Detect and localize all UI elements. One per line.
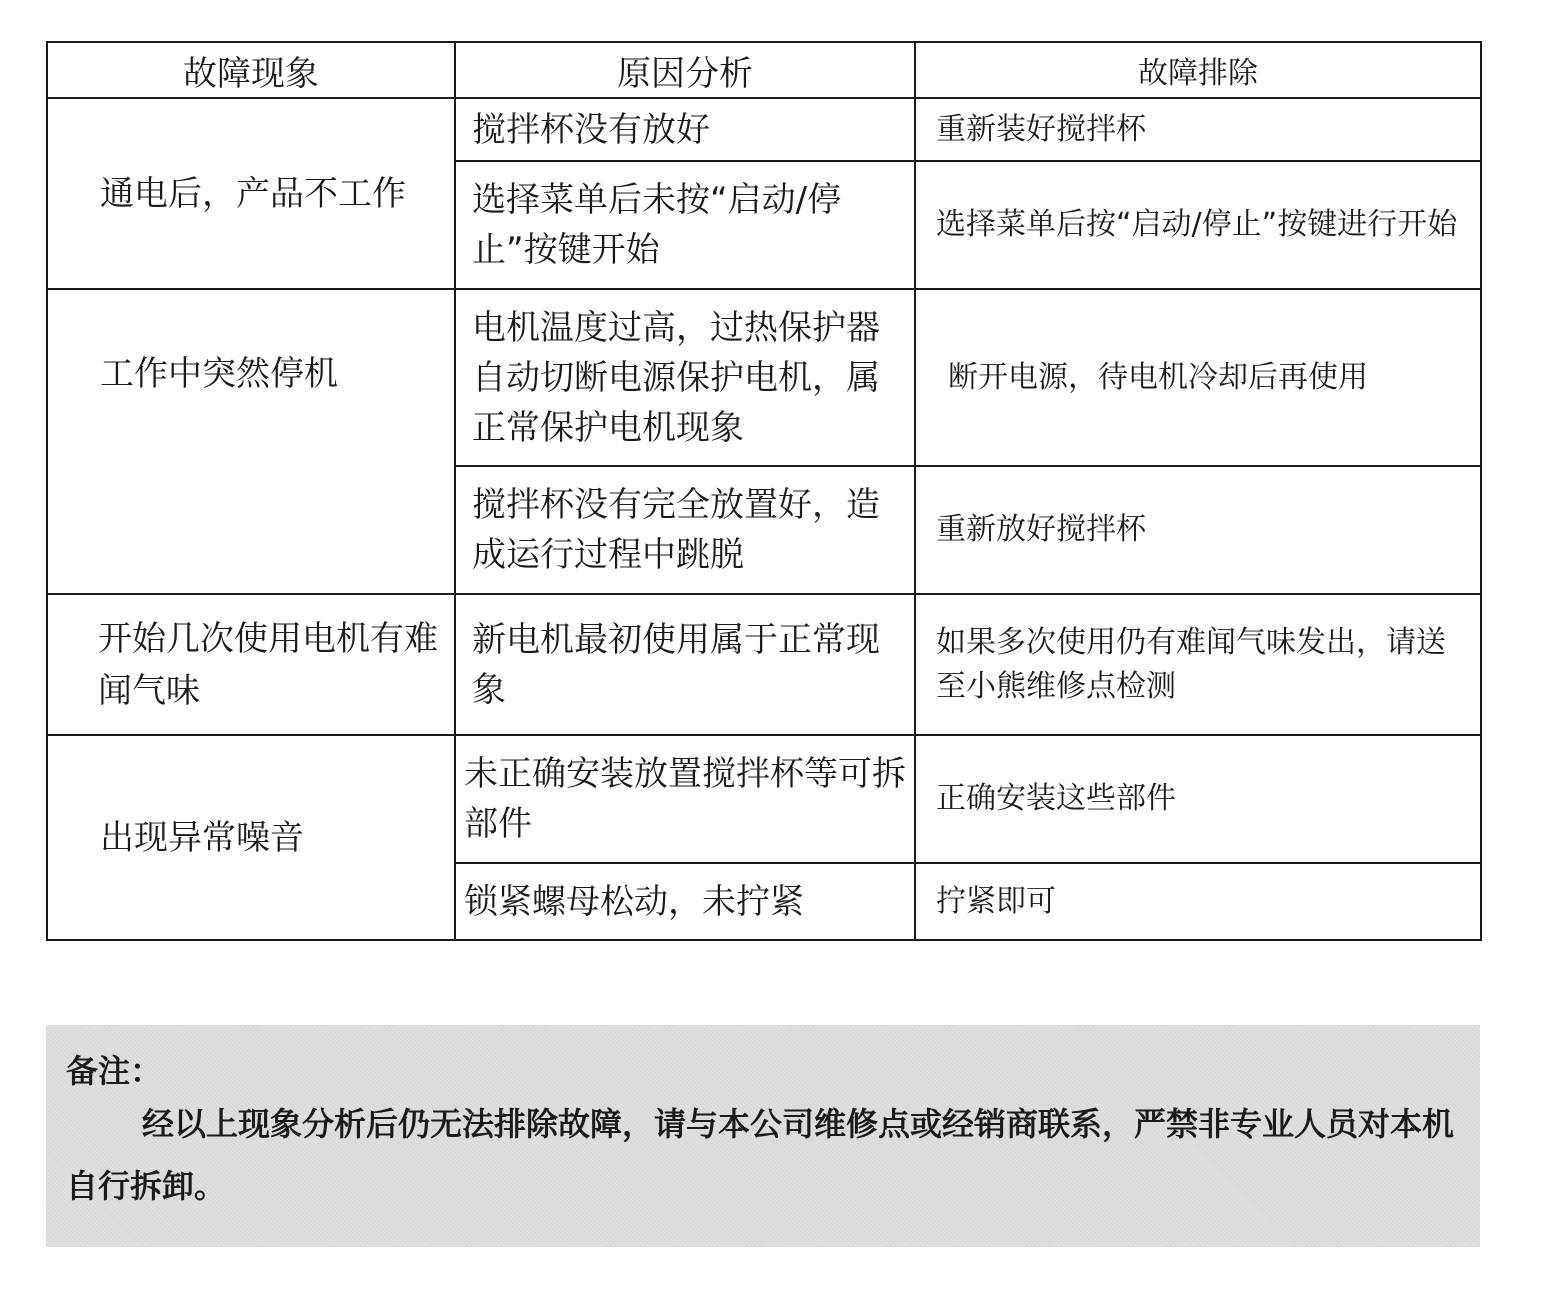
header-cause: 原因分析	[455, 42, 915, 98]
fix-cell: 断开电源，待电机冷却后再使用	[915, 289, 1481, 466]
troubleshooting-table	[46, 41, 1482, 941]
table-header-row	[47, 42, 1481, 98]
symptom-cell: 出现异常噪音	[47, 735, 455, 940]
fix-cell: 重新装好搅拌杯	[915, 98, 1481, 161]
fix-cell: 重新放好搅拌杯	[915, 466, 1481, 594]
fix-cell: 正确安装这些部件	[915, 735, 1481, 863]
cause-cell: 搅拌杯没有完全放置好，造成运行过程中跳脱	[455, 466, 915, 594]
fix-cell: 如果多次使用仍有难闻气味发出，请送至小熊维修点检测	[915, 594, 1481, 735]
symptom-cell: 通电后，产品不工作	[47, 98, 455, 289]
table-row	[47, 98, 1481, 161]
note-body: 经以上现象分析后仍无法排除故障，请与本公司维修点或经销商联系，严禁非专业人员对本机自行拆卸。	[66, 1105, 1455, 1205]
note-box	[46, 1025, 1480, 1247]
fix-cell: 拧紧即可	[915, 863, 1481, 940]
fix-cell: 选择菜单后按“启动/停止”按键进行开始	[915, 161, 1481, 289]
symptom-cell: 工作中突然停机	[47, 289, 455, 594]
cause-cell: 锁紧螺母松动，未拧紧	[455, 863, 915, 940]
symptom-cell: 开始几次使用电机有难闻气味	[47, 594, 455, 735]
cause-cell: 新电机最初使用属于正常现象	[455, 594, 915, 735]
table-row	[47, 594, 1481, 735]
table-row	[47, 289, 1481, 466]
cause-cell: 未正确安装放置搅拌杯等可拆部件	[455, 735, 915, 863]
note-title: 备注：	[66, 1052, 163, 1090]
header-symptom: 故障现象	[47, 42, 455, 98]
cause-cell: 选择菜单后未按“启动/停止”按键开始	[455, 161, 915, 289]
cause-cell: 电机温度过高，过热保护器自动切断电源保护电机，属正常保护电机现象	[455, 289, 915, 466]
cause-cell: 搅拌杯没有放好	[455, 98, 915, 161]
header-fix: 故障排除	[915, 42, 1481, 98]
table-row	[47, 735, 1481, 863]
